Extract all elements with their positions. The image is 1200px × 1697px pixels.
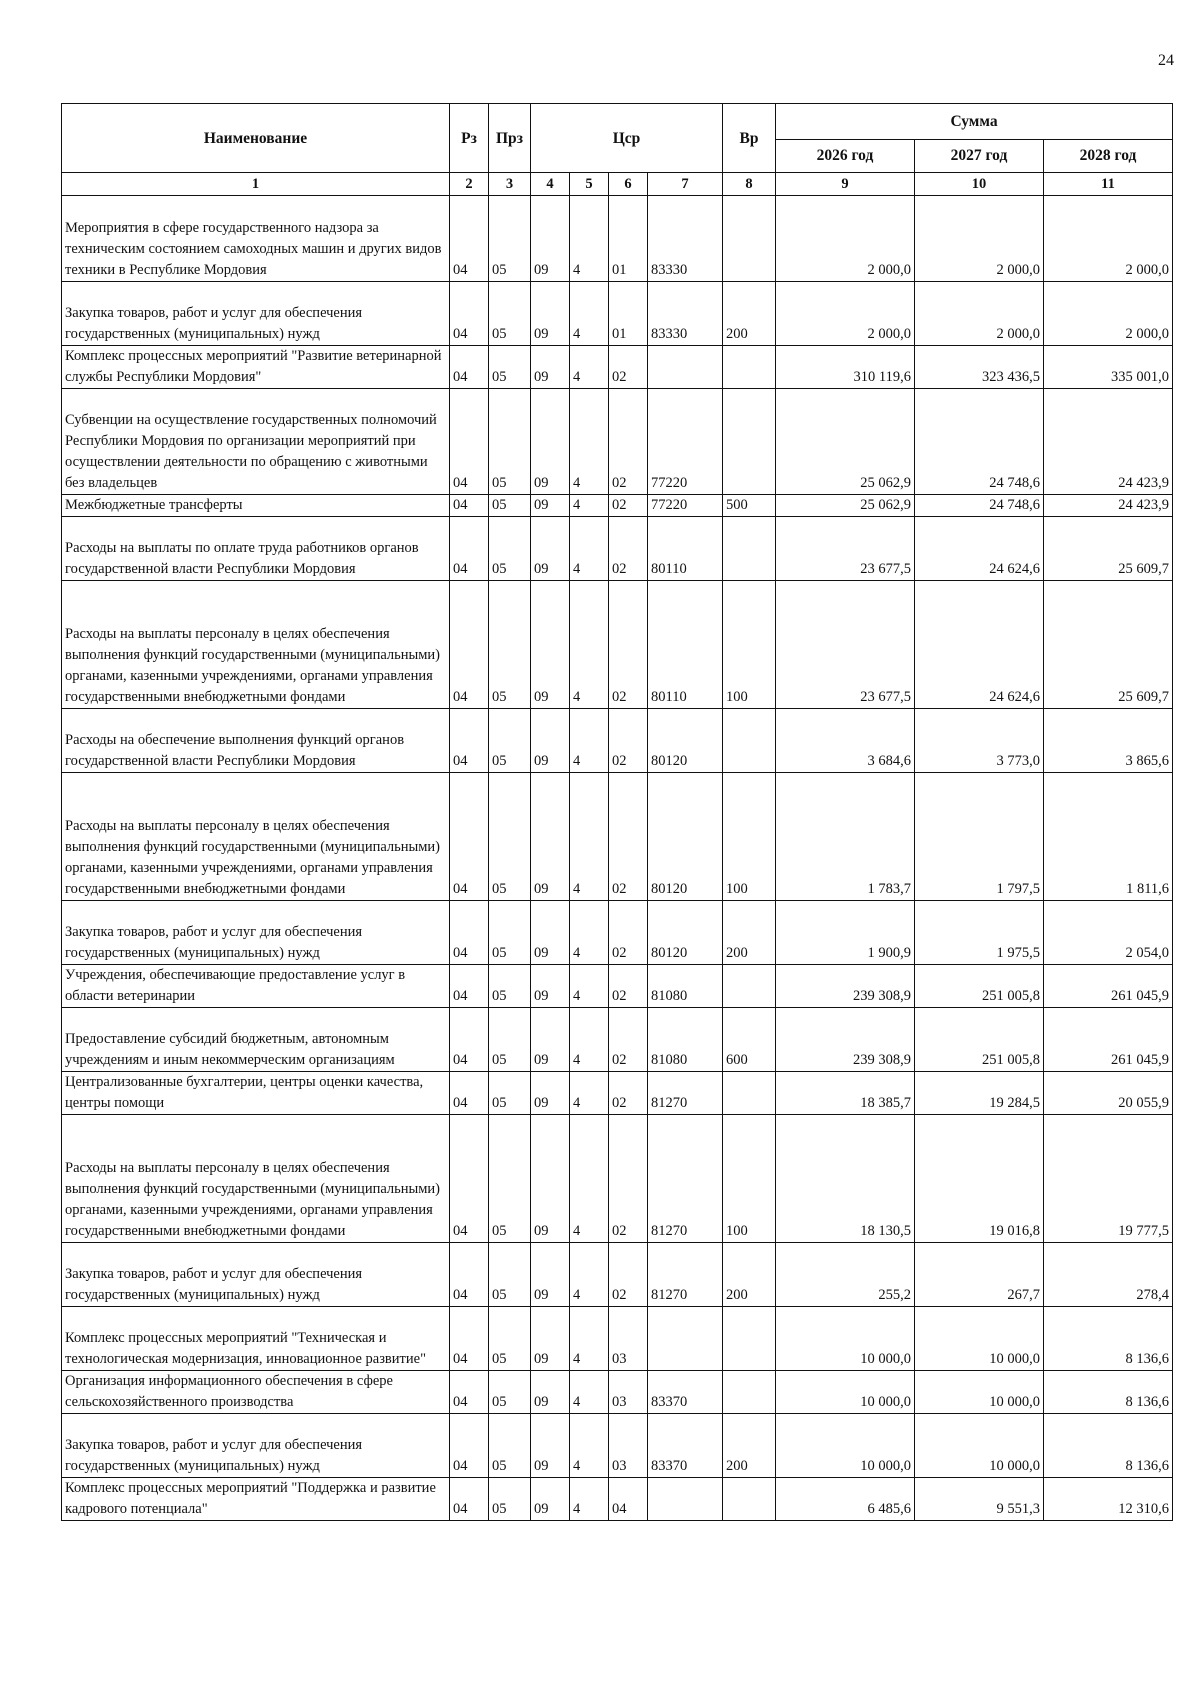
row-vr: 200 xyxy=(723,1243,776,1307)
row-rz: 04 xyxy=(450,773,489,901)
row-csr-complex: 02 xyxy=(609,581,648,709)
header-name: Наименование xyxy=(62,104,450,173)
row-rz: 04 xyxy=(450,1414,489,1478)
row-sum-2027: 251 005,8 xyxy=(915,1008,1044,1072)
row-csr-direction: 77220 xyxy=(648,389,723,495)
table-row xyxy=(62,1414,1173,1478)
row-sum-2027: 2 000,0 xyxy=(915,196,1044,282)
row-vr: 200 xyxy=(723,1414,776,1478)
row-sum-2026: 10 000,0 xyxy=(776,1414,915,1478)
row-prz: 05 xyxy=(489,901,531,965)
row-csr-complex: 02 xyxy=(609,773,648,901)
column-number: 7 xyxy=(648,173,723,196)
row-vr: 200 xyxy=(723,901,776,965)
header-year-2026: 2026 год xyxy=(776,139,915,173)
table-row xyxy=(62,1072,1173,1115)
row-rz: 04 xyxy=(450,1307,489,1371)
row-rz: 04 xyxy=(450,1072,489,1115)
row-name: Централизованные бухгалтерии, центры оценки качества, центры помощи xyxy=(62,1072,450,1115)
row-csr-direction: 81080 xyxy=(648,965,723,1008)
row-csr-complex: 02 xyxy=(609,1115,648,1243)
row-prz: 05 xyxy=(489,581,531,709)
column-number: 8 xyxy=(723,173,776,196)
row-csr-type: 4 xyxy=(570,965,609,1008)
row-csr-complex: 02 xyxy=(609,1243,648,1307)
row-rz: 04 xyxy=(450,965,489,1008)
row-prz: 05 xyxy=(489,709,531,773)
table-row xyxy=(62,773,1173,901)
row-sum-2026: 18 130,5 xyxy=(776,1115,915,1243)
row-csr-program: 09 xyxy=(531,389,570,495)
row-rz: 04 xyxy=(450,517,489,581)
page-number: 24 xyxy=(1158,52,1174,69)
row-prz: 05 xyxy=(489,517,531,581)
row-name: Комплекс процессных мероприятий "Развитие ветеринарной службы Республики Мордовия" xyxy=(62,346,450,389)
row-sum-2028: 2 000,0 xyxy=(1044,282,1173,346)
header-csr: Цср xyxy=(531,104,723,173)
row-sum-2027: 10 000,0 xyxy=(915,1371,1044,1414)
row-sum-2028: 8 136,6 xyxy=(1044,1371,1173,1414)
row-sum-2028: 12 310,6 xyxy=(1044,1478,1173,1521)
row-sum-2027: 267,7 xyxy=(915,1243,1044,1307)
row-csr-program: 09 xyxy=(531,346,570,389)
row-csr-program: 09 xyxy=(531,1243,570,1307)
header-prz: Прз xyxy=(489,104,531,173)
row-csr-direction: 83330 xyxy=(648,282,723,346)
table-row xyxy=(62,1243,1173,1307)
row-csr-program: 09 xyxy=(531,1478,570,1521)
row-csr-program: 09 xyxy=(531,282,570,346)
header-year-2027: 2027 год xyxy=(915,139,1044,173)
row-csr-program: 09 xyxy=(531,581,570,709)
row-csr-complex: 03 xyxy=(609,1371,648,1414)
column-number: 11 xyxy=(1044,173,1173,196)
row-prz: 05 xyxy=(489,1414,531,1478)
row-csr-type: 4 xyxy=(570,282,609,346)
row-prz: 05 xyxy=(489,1008,531,1072)
row-sum-2026: 18 385,7 xyxy=(776,1072,915,1115)
table-row xyxy=(62,1307,1173,1371)
row-name: Расходы на выплаты по оплате труда работников органов государственной власти Республики Мордовия xyxy=(62,517,450,581)
row-vr xyxy=(723,346,776,389)
row-name: Субвенции на осуществление государственных полномочий Республики Мордовия по организации мероприятий при осуществлении деятельности по обращению с животными без владельцев xyxy=(62,389,450,495)
table-row xyxy=(62,282,1173,346)
row-csr-type: 4 xyxy=(570,1414,609,1478)
row-csr-program: 09 xyxy=(531,965,570,1008)
row-sum-2027: 19 016,8 xyxy=(915,1115,1044,1243)
header-rz: Рз xyxy=(450,104,489,173)
table-row xyxy=(62,1478,1173,1521)
row-csr-complex: 02 xyxy=(609,1008,648,1072)
row-sum-2028: 1 811,6 xyxy=(1044,773,1173,901)
row-sum-2026: 310 119,6 xyxy=(776,346,915,389)
row-csr-direction: 80120 xyxy=(648,773,723,901)
row-prz: 05 xyxy=(489,1115,531,1243)
row-name: Расходы на выплаты персоналу в целях обеспечения выполнения функций государственными (муниципальными) органами, казенными учреждениями, органами управления государственными внебюджетными фондами xyxy=(62,581,450,709)
row-sum-2027: 3 773,0 xyxy=(915,709,1044,773)
row-prz: 05 xyxy=(489,196,531,282)
row-sum-2027: 19 284,5 xyxy=(915,1072,1044,1115)
row-rz: 04 xyxy=(450,709,489,773)
row-name: Расходы на обеспечение выполнения функций органов государственной власти Республики Мордовия xyxy=(62,709,450,773)
row-csr-complex: 02 xyxy=(609,1072,648,1115)
row-rz: 04 xyxy=(450,495,489,517)
row-csr-direction: 80120 xyxy=(648,709,723,773)
row-vr: 200 xyxy=(723,282,776,346)
row-csr-complex: 02 xyxy=(609,346,648,389)
row-rz: 04 xyxy=(450,1371,489,1414)
row-csr-complex: 02 xyxy=(609,965,648,1008)
row-sum-2027: 323 436,5 xyxy=(915,346,1044,389)
table-row xyxy=(62,581,1173,709)
row-vr xyxy=(723,709,776,773)
row-csr-direction: 81270 xyxy=(648,1072,723,1115)
row-sum-2028: 278,4 xyxy=(1044,1243,1173,1307)
table-row xyxy=(62,901,1173,965)
row-vr: 600 xyxy=(723,1008,776,1072)
row-sum-2027: 24 624,6 xyxy=(915,581,1044,709)
row-csr-direction: 80110 xyxy=(648,581,723,709)
table-row xyxy=(62,517,1173,581)
row-csr-direction: 81080 xyxy=(648,1008,723,1072)
row-csr-direction: 83370 xyxy=(648,1371,723,1414)
row-vr: 500 xyxy=(723,495,776,517)
row-sum-2028: 2 000,0 xyxy=(1044,196,1173,282)
row-vr: 100 xyxy=(723,1115,776,1243)
row-name: Закупка товаров, работ и услуг для обеспечения государственных (муниципальных) нужд xyxy=(62,901,450,965)
row-vr xyxy=(723,1371,776,1414)
row-prz: 05 xyxy=(489,965,531,1008)
row-rz: 04 xyxy=(450,196,489,282)
row-vr xyxy=(723,517,776,581)
row-vr: 100 xyxy=(723,581,776,709)
row-csr-direction: 80110 xyxy=(648,517,723,581)
row-csr-type: 4 xyxy=(570,1008,609,1072)
row-csr-program: 09 xyxy=(531,773,570,901)
row-name: Расходы на выплаты персоналу в целях обеспечения выполнения функций государственными (муниципальными) органами, казенными учреждениями, органами управления государственными внебюджетными фондами xyxy=(62,1115,450,1243)
row-vr xyxy=(723,1072,776,1115)
row-csr-type: 4 xyxy=(570,495,609,517)
row-vr: 100 xyxy=(723,773,776,901)
row-prz: 05 xyxy=(489,1371,531,1414)
row-csr-program: 09 xyxy=(531,196,570,282)
row-csr-type: 4 xyxy=(570,1371,609,1414)
column-number: 3 xyxy=(489,173,531,196)
row-sum-2028: 261 045,9 xyxy=(1044,1008,1173,1072)
row-name: Расходы на выплаты персоналу в целях обеспечения выполнения функций государственными (муниципальными) органами, казенными учреждениями, органами управления государственными внебюджетными фондами xyxy=(62,773,450,901)
table-row xyxy=(62,389,1173,495)
row-rz: 04 xyxy=(450,346,489,389)
row-csr-direction xyxy=(648,1307,723,1371)
row-csr-direction: 81270 xyxy=(648,1115,723,1243)
row-rz: 04 xyxy=(450,1243,489,1307)
row-csr-type: 4 xyxy=(570,1115,609,1243)
row-csr-type: 4 xyxy=(570,901,609,965)
row-csr-program: 09 xyxy=(531,517,570,581)
column-number: 1 xyxy=(62,173,450,196)
row-sum-2026: 239 308,9 xyxy=(776,965,915,1008)
table-row xyxy=(62,1115,1173,1243)
row-prz: 05 xyxy=(489,282,531,346)
row-csr-direction xyxy=(648,346,723,389)
row-rz: 04 xyxy=(450,1008,489,1072)
row-sum-2027: 10 000,0 xyxy=(915,1307,1044,1371)
row-sum-2028: 19 777,5 xyxy=(1044,1115,1173,1243)
row-csr-program: 09 xyxy=(531,1307,570,1371)
row-rz: 04 xyxy=(450,1115,489,1243)
row-csr-type: 4 xyxy=(570,196,609,282)
row-csr-type: 4 xyxy=(570,1243,609,1307)
column-number: 6 xyxy=(609,173,648,196)
row-name: Закупка товаров, работ и услуг для обеспечения государственных (муниципальных) нужд xyxy=(62,1414,450,1478)
row-sum-2027: 24 624,6 xyxy=(915,517,1044,581)
row-csr-type: 4 xyxy=(570,389,609,495)
row-rz: 04 xyxy=(450,282,489,346)
row-sum-2026: 23 677,5 xyxy=(776,517,915,581)
row-csr-complex: 01 xyxy=(609,196,648,282)
row-sum-2028: 335 001,0 xyxy=(1044,346,1173,389)
row-csr-type: 4 xyxy=(570,709,609,773)
header-sum: Сумма xyxy=(776,104,1173,140)
row-name: Комплекс процессных мероприятий "Техническая и технологическая модернизация, инновационное развитие" xyxy=(62,1307,450,1371)
row-csr-type: 4 xyxy=(570,581,609,709)
row-name: Мероприятия в сфере государственного надзора за техническим состоянием самоходных машин и других видов техники в Республике Мордовия xyxy=(62,196,450,282)
row-csr-direction xyxy=(648,1478,723,1521)
row-csr-program: 09 xyxy=(531,1072,570,1115)
row-csr-complex: 03 xyxy=(609,1307,648,1371)
table-row xyxy=(62,1371,1173,1414)
row-csr-program: 09 xyxy=(531,1371,570,1414)
row-sum-2027: 251 005,8 xyxy=(915,965,1044,1008)
row-sum-2027: 10 000,0 xyxy=(915,1414,1044,1478)
row-sum-2028: 24 423,9 xyxy=(1044,389,1173,495)
row-sum-2028: 24 423,9 xyxy=(1044,495,1173,517)
row-sum-2026: 1 783,7 xyxy=(776,773,915,901)
row-vr xyxy=(723,965,776,1008)
row-prz: 05 xyxy=(489,1307,531,1371)
column-number: 10 xyxy=(915,173,1044,196)
row-csr-complex: 02 xyxy=(609,901,648,965)
row-csr-direction: 80120 xyxy=(648,901,723,965)
row-sum-2026: 25 062,9 xyxy=(776,495,915,517)
row-rz: 04 xyxy=(450,581,489,709)
row-vr xyxy=(723,389,776,495)
row-csr-complex: 02 xyxy=(609,389,648,495)
row-csr-type: 4 xyxy=(570,346,609,389)
row-csr-program: 09 xyxy=(531,1414,570,1478)
row-sum-2027: 1 975,5 xyxy=(915,901,1044,965)
row-sum-2028: 261 045,9 xyxy=(1044,965,1173,1008)
row-sum-2026: 3 684,6 xyxy=(776,709,915,773)
table-row xyxy=(62,965,1173,1008)
row-sum-2028: 25 609,7 xyxy=(1044,517,1173,581)
row-sum-2028: 3 865,6 xyxy=(1044,709,1173,773)
row-csr-direction: 83370 xyxy=(648,1414,723,1478)
row-prz: 05 xyxy=(489,1072,531,1115)
row-csr-type: 4 xyxy=(570,517,609,581)
row-csr-complex: 02 xyxy=(609,495,648,517)
row-name: Предоставление субсидий бюджетным, автономным учреждениям и иным некоммерческим организациям xyxy=(62,1008,450,1072)
row-csr-type: 4 xyxy=(570,1307,609,1371)
row-name: Закупка товаров, работ и услуг для обеспечения государственных (муниципальных) нужд xyxy=(62,282,450,346)
row-sum-2027: 2 000,0 xyxy=(915,282,1044,346)
row-rz: 04 xyxy=(450,1478,489,1521)
row-prz: 05 xyxy=(489,1243,531,1307)
row-csr-type: 4 xyxy=(570,773,609,901)
row-csr-type: 4 xyxy=(570,1478,609,1521)
row-sum-2027: 9 551,3 xyxy=(915,1478,1044,1521)
row-sum-2027: 24 748,6 xyxy=(915,389,1044,495)
column-number: 9 xyxy=(776,173,915,196)
row-csr-program: 09 xyxy=(531,1115,570,1243)
row-csr-direction: 81270 xyxy=(648,1243,723,1307)
row-prz: 05 xyxy=(489,773,531,901)
row-csr-type: 4 xyxy=(570,1072,609,1115)
row-sum-2026: 2 000,0 xyxy=(776,196,915,282)
table-row xyxy=(62,709,1173,773)
row-csr-complex: 03 xyxy=(609,1414,648,1478)
table-body xyxy=(62,196,1173,1521)
row-sum-2026: 10 000,0 xyxy=(776,1371,915,1414)
table-row xyxy=(62,346,1173,389)
row-sum-2028: 25 609,7 xyxy=(1044,581,1173,709)
row-prz: 05 xyxy=(489,495,531,517)
row-sum-2026: 10 000,0 xyxy=(776,1307,915,1371)
row-name: Учреждения, обеспечивающие предоставление услуг в области ветеринарии xyxy=(62,965,450,1008)
row-csr-complex: 02 xyxy=(609,709,648,773)
row-vr xyxy=(723,1307,776,1371)
row-sum-2028: 8 136,6 xyxy=(1044,1414,1173,1478)
header-vr: Вр xyxy=(723,104,776,173)
row-csr-program: 09 xyxy=(531,901,570,965)
row-sum-2028: 20 055,9 xyxy=(1044,1072,1173,1115)
row-sum-2026: 6 485,6 xyxy=(776,1478,915,1521)
row-name: Межбюджетные трансферты xyxy=(62,495,450,517)
row-csr-complex: 02 xyxy=(609,517,648,581)
row-name: Закупка товаров, работ и услуг для обеспечения государственных (муниципальных) нужд xyxy=(62,1243,450,1307)
row-sum-2026: 2 000,0 xyxy=(776,282,915,346)
table-row xyxy=(62,1008,1173,1072)
row-prz: 05 xyxy=(489,389,531,495)
column-number: 2 xyxy=(450,173,489,196)
row-csr-program: 09 xyxy=(531,709,570,773)
row-sum-2026: 255,2 xyxy=(776,1243,915,1307)
column-number: 4 xyxy=(531,173,570,196)
row-sum-2028: 8 136,6 xyxy=(1044,1307,1173,1371)
row-sum-2028: 2 054,0 xyxy=(1044,901,1173,965)
table-row xyxy=(62,495,1173,517)
row-rz: 04 xyxy=(450,389,489,495)
row-sum-2026: 239 308,9 xyxy=(776,1008,915,1072)
row-rz: 04 xyxy=(450,901,489,965)
row-prz: 05 xyxy=(489,346,531,389)
row-vr xyxy=(723,196,776,282)
row-sum-2026: 25 062,9 xyxy=(776,389,915,495)
row-csr-complex: 01 xyxy=(609,282,648,346)
row-csr-program: 09 xyxy=(531,1008,570,1072)
row-csr-direction: 77220 xyxy=(648,495,723,517)
table-row xyxy=(62,196,1173,282)
row-csr-complex: 04 xyxy=(609,1478,648,1521)
row-sum-2027: 24 748,6 xyxy=(915,495,1044,517)
row-csr-direction: 83330 xyxy=(648,196,723,282)
row-csr-program: 09 xyxy=(531,495,570,517)
row-name: Комплекс процессных мероприятий "Поддержка и развитие кадрового потенциала" xyxy=(62,1478,450,1521)
row-sum-2026: 1 900,9 xyxy=(776,901,915,965)
budget-table xyxy=(61,103,1173,1521)
column-number: 5 xyxy=(570,173,609,196)
row-name: Организация информационного обеспечения в сфере сельскохозяйственного производства xyxy=(62,1371,450,1414)
row-sum-2026: 23 677,5 xyxy=(776,581,915,709)
row-vr xyxy=(723,1478,776,1521)
header-year-2028: 2028 год xyxy=(1044,139,1173,173)
row-prz: 05 xyxy=(489,1478,531,1521)
row-sum-2027: 1 797,5 xyxy=(915,773,1044,901)
